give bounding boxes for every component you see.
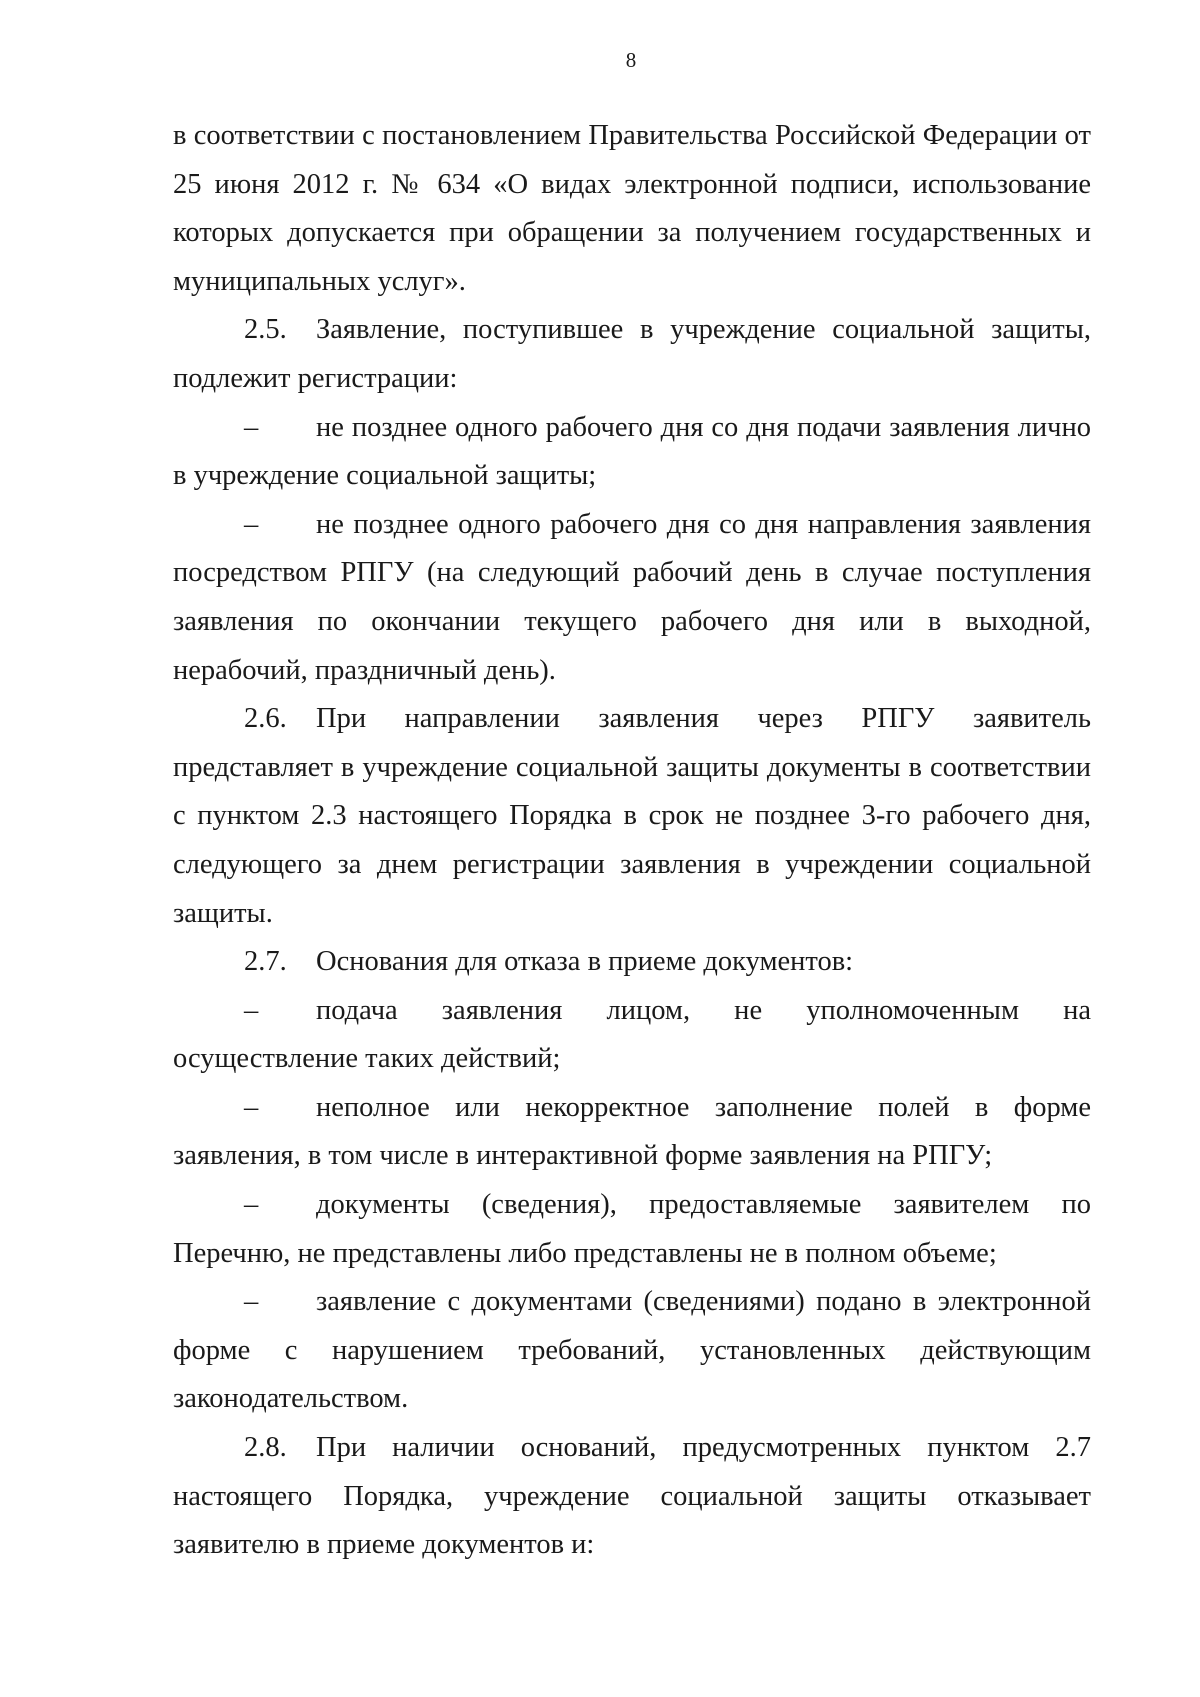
clause-text: При наличии оснований, предусмотренных пунктом 2.7 настоящего Порядка, учреждение социальной защиты отказывает заявителю в приеме документов и: [173, 1432, 1091, 1561]
list-item [173, 1278, 1091, 1424]
dash-marker: – [244, 1091, 259, 1123]
document-body [173, 112, 1091, 1570]
list-item [173, 501, 1091, 695]
dash-marker: – [244, 1286, 259, 1318]
paragraph-continuation [173, 112, 1091, 306]
dash-marker: – [244, 1189, 259, 1221]
list-item [173, 404, 1091, 501]
clause-number: 2.8. [244, 1432, 287, 1464]
clause-text: Заявление, поступившее в учреждение социальной защиты, подлежит регистрации: [173, 314, 1091, 394]
list-item-text: заявление с документами (сведениями) подано в электронной форме с нарушением требований, установленных действующим законодательством. [173, 1286, 1091, 1415]
dash-marker: – [244, 508, 259, 540]
dash-marker: – [244, 411, 259, 443]
clause-number: 2.6. [244, 703, 287, 735]
clause-2-8 [173, 1424, 1091, 1570]
clause-2-6 [173, 695, 1091, 938]
clause-text: Основания для отказа в приеме документов: [316, 946, 854, 978]
list-item-text: подача заявления лицом, не уполномоченным на осуществление таких действий; [173, 994, 1091, 1075]
list-item [173, 1084, 1091, 1181]
clause-2-5 [173, 306, 1091, 403]
clause-number: 2.5. [244, 314, 287, 346]
page-number: 8 [625, 48, 637, 72]
list-item-text: не позднее одного рабочего дня со дня направления заявления посредством РПГУ (на следующий рабочий день в случае поступления заявления по окончании текущего рабочего дня или в выходной, нерабочий, праздничный день). [173, 508, 1091, 686]
dash-marker: – [244, 994, 259, 1026]
clause-text: При направлении заявления через РПГУ заявитель представляет в учреждение социальной защиты документы в соответствии с пунктом 2.3 настоящего Порядка в срок не позднее 3-го рабочего дня, следующего за днем регистрации заявления в учреждении социальной защиты. [173, 703, 1091, 929]
paragraph-text: в соответствии с постановлением Правительства Российской Федерации от 25 июня 2012 г. № 634 «О видах электронной подписи, использование которых допускается при обращении за получением государственных и муниципальных услуг». [173, 120, 1091, 297]
list-item [173, 1181, 1091, 1278]
clause-number: 2.7. [244, 946, 287, 978]
list-item [173, 987, 1091, 1084]
clause-2-7 [173, 938, 1091, 987]
list-item-text: не позднее одного рабочего дня со дня подачи заявления лично в учреждение социальной защиты; [173, 411, 1091, 492]
list-item-text: неполное или некорректное заполнение полей в форме заявления, в том числе в интерактивной форме заявления на РПГУ; [173, 1091, 1091, 1172]
list-item-text: документы (сведения), предоставляемые заявителем по Перечню, не представлены либо представлены не в полном объеме; [173, 1189, 1091, 1269]
